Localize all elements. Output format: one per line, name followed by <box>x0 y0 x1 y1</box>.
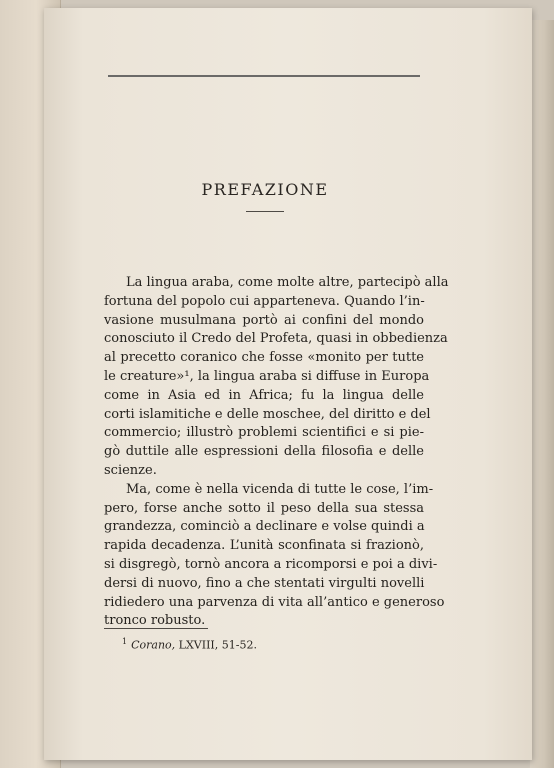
text-line: al precetto coranico che fosse «monito per tutte <box>104 350 424 366</box>
text-line: La lingua araba, come molte altre, partecipò alla <box>126 275 449 290</box>
footnote-source: Corano, <box>131 638 176 652</box>
text-line: fortuna del popolo cui apparteneva. Quando l’in- <box>104 293 425 309</box>
text-line: pero, forse anche sotto il peso della sua stessa <box>104 500 424 516</box>
text-line: scienze. <box>104 462 157 478</box>
footnote-rule <box>104 628 208 629</box>
text-line: come in Asia ed in Africa; fu la lingua delle <box>104 387 424 403</box>
title-underline <box>246 211 284 212</box>
text-line: corti islamitiche e delle moschee, del diritto e del <box>104 406 431 422</box>
footnote <box>122 637 257 652</box>
text-line: gò duttile alle espressioni della filosofia e delle <box>104 444 424 460</box>
header-rule <box>108 75 420 77</box>
text-line: si disgregò, tornò ancora a ricomporsi e poi a divi- <box>104 556 438 572</box>
footnote-mark: 1 <box>122 637 128 646</box>
text-line: rapida decadenza. L’unità sconfinata si frazionò, <box>104 538 424 554</box>
page-title: PREFAZIONE <box>201 180 329 199</box>
text-line: le creature»¹, la lingua araba si diffuse in Europa <box>104 368 430 384</box>
text-line: conosciuto il Credo del Profeta, quasi in obbedienza <box>104 331 448 347</box>
text-line: commercio; illustrò problemi scientifici e si pie- <box>104 425 424 441</box>
text-line: tronco robusto. <box>104 613 206 629</box>
page-stack-edge <box>530 20 554 768</box>
text-line: Ma, come è nella vicenda di tutte le cose, l’im- <box>126 481 434 497</box>
footnote-reference: LXVIII, 51-52. <box>178 638 257 652</box>
text-line: vasione musulmana portò ai confini del mondo <box>104 312 424 328</box>
text-line: ridiedero una parvenza di vita all’antico e generoso <box>104 594 445 610</box>
body-text <box>104 274 449 631</box>
text-line: dersi di nuovo, fino a che stentati virgulti novelli <box>104 575 425 591</box>
text-line: grandezza, cominciò a declinare e volse quindi a <box>104 519 425 535</box>
